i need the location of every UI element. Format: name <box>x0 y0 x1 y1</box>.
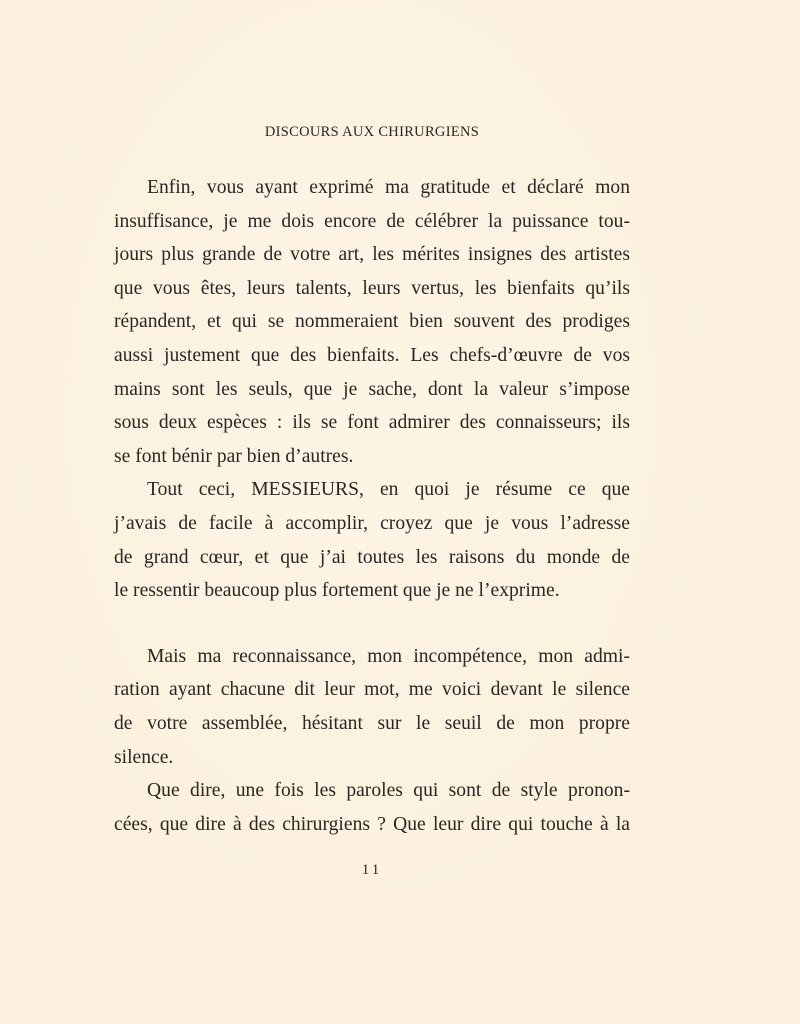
paragraph-4 <box>114 774 630 841</box>
text-line: sous deux espèces : ils se font admirer des connaisseurs; ils <box>114 412 630 434</box>
text-line: insuffisance, je me dois encore de célébrer la puissance tou- <box>114 210 630 232</box>
text-line: Enfin, vous ayant exprimé ma gratitude et déclaré mon <box>147 177 630 198</box>
text-line: de grand cœur, et que j’ai toutes les raisons du monde de <box>114 546 630 568</box>
text-line: jours plus grande de votre art, les mérites insignes des artistes <box>114 244 630 266</box>
body-text <box>114 171 630 841</box>
text-line: silence. <box>114 746 174 768</box>
text-line: se font bénir par bien d’autres. <box>114 445 354 467</box>
text-line: j’avais de facile à accomplir, croyez que je vous l’adresse <box>114 512 630 534</box>
text-line: aussi justement que des bienfaits. Les chefs-d’œuvre de vos <box>114 344 630 366</box>
text-line: que vous êtes, leurs talents, leurs vertus, les bienfaits qu’ils <box>114 277 630 299</box>
text-line: Mais ma reconnaissance, mon incompétence, mon admi- <box>147 645 630 667</box>
text-line: le ressentir beaucoup plus fortement que je ne l’exprime. <box>114 580 560 602</box>
text-line: cées, que dire à des chirurgiens ? Que leur dire qui touche à la <box>114 813 630 835</box>
page-number: 11 <box>361 862 383 878</box>
running-head: DISCOURS AUX CHIRURGIENS <box>264 124 480 140</box>
text-line: mains sont les seuls, que je sache, dont la valeur s’impose <box>114 378 630 400</box>
text-line: de votre assemblée, hésitant sur le seuil de mon propre <box>114 712 630 734</box>
text-line: Tout ceci, MESSIEURS, en quoi je résume ce que <box>147 479 630 501</box>
text-line: Que dire, une fois les paroles qui sont de style pronon- <box>147 780 630 802</box>
text-line: ration ayant chacune dit leur mot, me voici devant le silence <box>114 679 630 701</box>
paragraph-3 <box>114 640 630 774</box>
section-break <box>114 608 630 640</box>
paragraph-1 <box>114 171 630 473</box>
paragraph-2 <box>114 473 630 607</box>
text-line: répandent, et qui se nommeraient bien souvent des prodiges <box>114 311 630 333</box>
